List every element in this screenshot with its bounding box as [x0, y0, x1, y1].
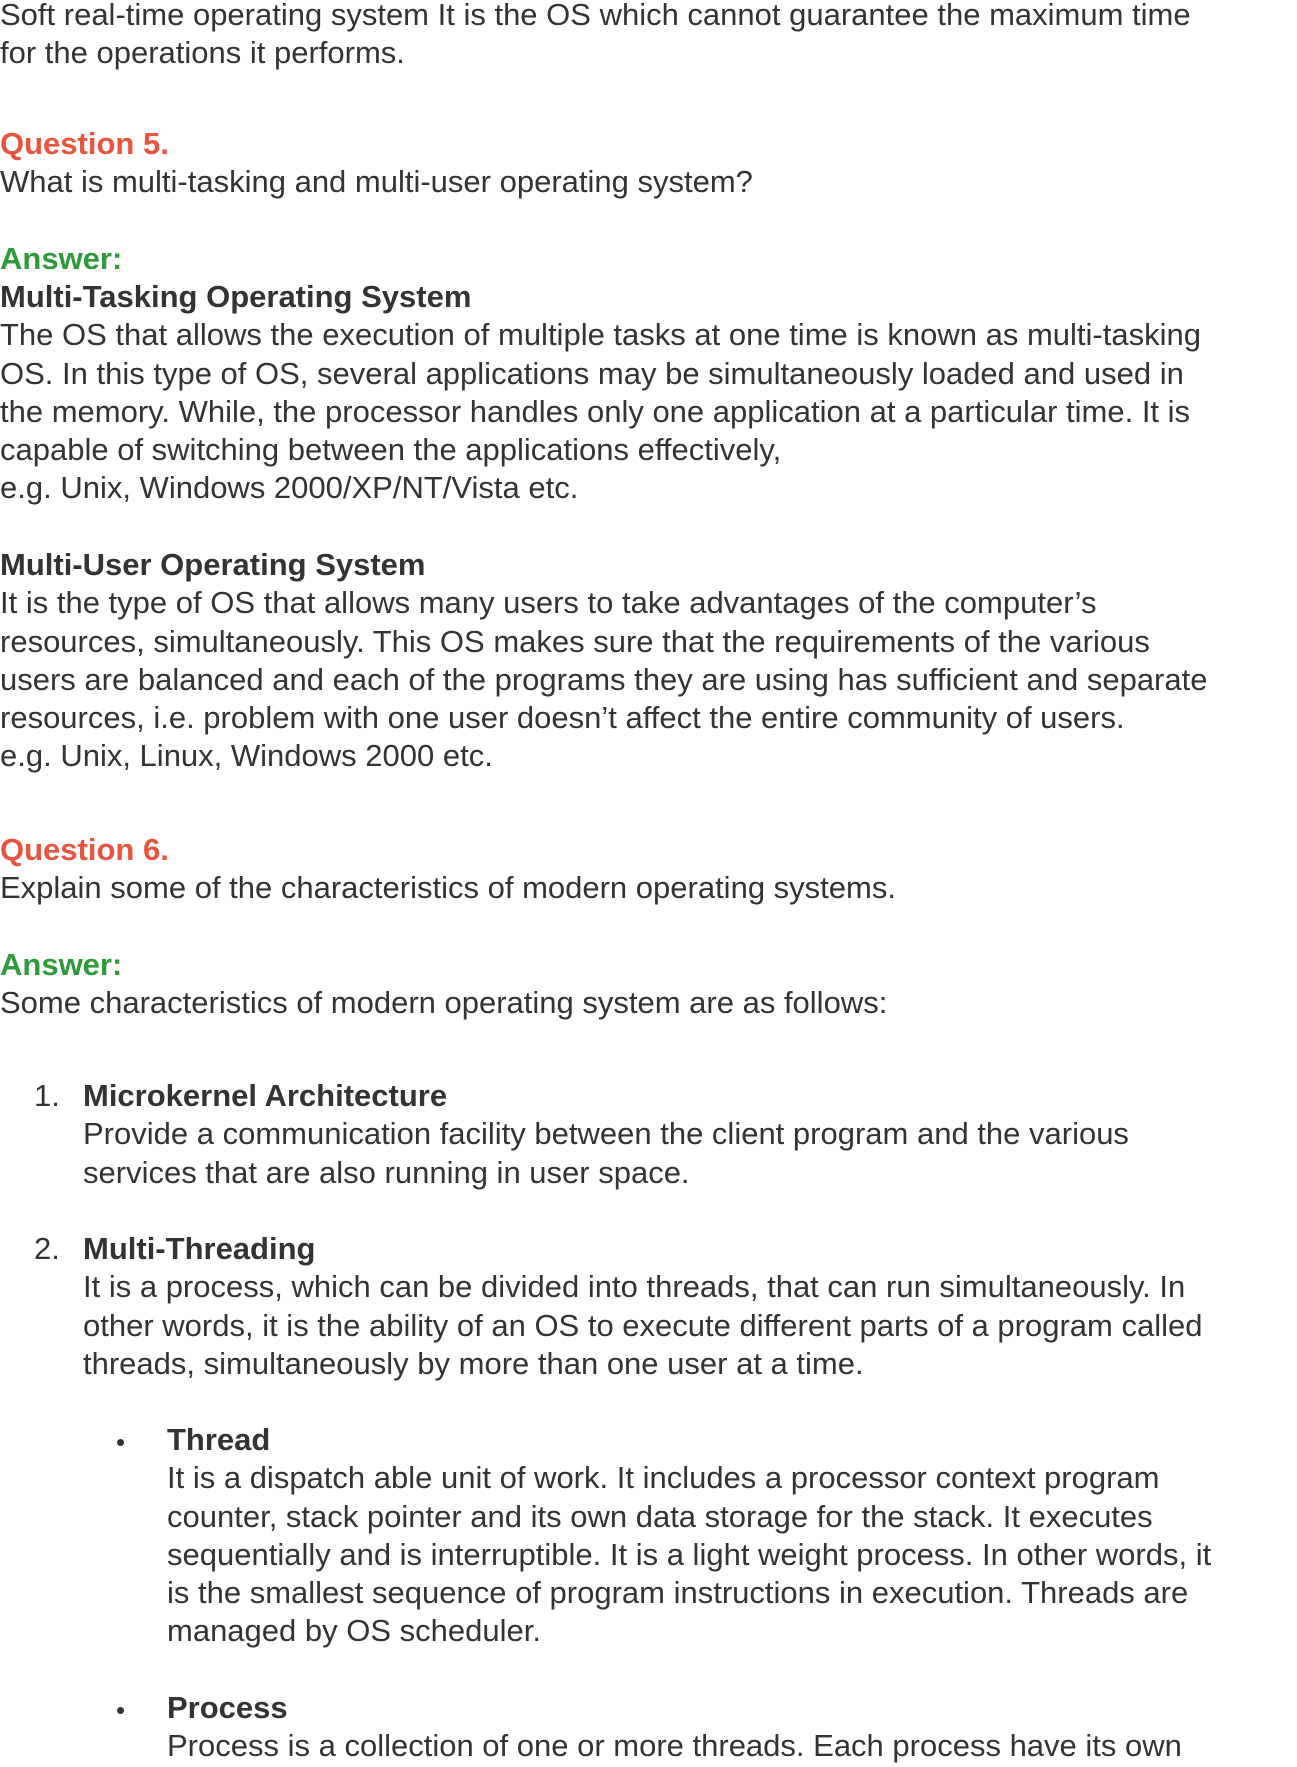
- text-line: Provide a communication facility between the client program and the various: [83, 1116, 1129, 1152]
- item-heading: Process: [167, 1690, 288, 1725]
- multitasking-section: [0, 278, 1201, 508]
- item-heading: Thread: [167, 1422, 271, 1457]
- text-line: the memory. While, the processor handles only one application at a particular time. It is: [0, 393, 1191, 429]
- text-line: Process is a collection of one or more threads. Each process have its own: [167, 1728, 1182, 1764]
- section-heading: Multi-User Operating System: [0, 547, 426, 582]
- question-6-text: Explain some of the characteristics of modern operating systems.: [0, 870, 896, 906]
- bullet-item-thread: [167, 1421, 1211, 1651]
- question-5-label: Question 5.: [0, 126, 169, 161]
- list-item-multithreading: [83, 1230, 1202, 1383]
- text-line: The OS that allows the execution of multiple tasks at one time is known as multi-tasking: [0, 317, 1201, 353]
- list-item-microkernel: [83, 1077, 1129, 1192]
- text-line: sequentially and is interruptible. It is a light weight process. In other words, it: [167, 1536, 1212, 1572]
- answer-5-label: Answer:: [0, 241, 123, 276]
- text-line: other words, it is the ability of an OS to execute different parts of a program called: [83, 1307, 1203, 1343]
- item-heading: Microkernel Architecture: [83, 1078, 448, 1113]
- text-line: OS. In this type of OS, several applications may be simultaneously loaded and used in: [0, 355, 1184, 391]
- answer-6-label: Answer:: [0, 947, 123, 982]
- answer-6-intro: Some characteristics of modern operating system are as follows:: [0, 985, 888, 1021]
- question-6: [0, 831, 896, 908]
- text-line: Soft real-time operating system It is the OS which cannot guarantee the maximum time: [0, 0, 1191, 32]
- text-line: threads, simultaneously by more than one user at a time.: [83, 1345, 864, 1381]
- list-number: 2.: [34, 1231, 60, 1266]
- text-line: resources, simultaneously. This OS makes sure that the requirements of the various: [0, 623, 1150, 659]
- text-line: counter, stack pointer and its own data storage for the stack. It executes: [167, 1498, 1153, 1534]
- text-line: e.g. Unix, Linux, Windows 2000 etc.: [0, 738, 493, 774]
- text-line: e.g. Unix, Windows 2000/XP/NT/Vista etc.: [0, 470, 579, 506]
- text-line: capable of switching between the applications effectively,: [0, 432, 782, 468]
- text-line: It is the type of OS that allows many users to take advantages of the computer’s: [0, 585, 1097, 621]
- text-line: is the smallest sequence of program instructions in execution. Threads are: [167, 1575, 1189, 1611]
- answer-6: [0, 946, 887, 1023]
- text-line: users are balanced and each of the programs they are using has sufficient and separate: [0, 661, 1208, 697]
- bullet-item-process: [167, 1689, 1182, 1766]
- bullet-icon: •: [116, 1695, 126, 1725]
- text-line: It is a process, which can be divided into threads, that can run simultaneously. In: [83, 1269, 1186, 1305]
- text-line: managed by OS scheduler.: [167, 1613, 541, 1649]
- question-6-label: Question 6.: [0, 832, 169, 867]
- question-5-text: What is multi-tasking and multi-user operating system?: [0, 164, 753, 199]
- text-line: resources, i.e. problem with one user doesn’t affect the entire community of users.: [0, 700, 1125, 736]
- text-line: It is a dispatch able unit of work. It includes a processor context program: [167, 1460, 1160, 1496]
- list-number: 1.: [34, 1078, 60, 1113]
- intro-paragraph: [0, 0, 1191, 73]
- section-heading: Multi-Tasking Operating System: [0, 279, 472, 314]
- item-heading: Multi-Threading: [83, 1231, 316, 1266]
- text-line: services that are also running in user space.: [83, 1154, 690, 1190]
- multiuser-section: [0, 546, 1207, 776]
- text-line: for the operations it performs.: [0, 35, 405, 71]
- bullet-icon: •: [116, 1427, 126, 1457]
